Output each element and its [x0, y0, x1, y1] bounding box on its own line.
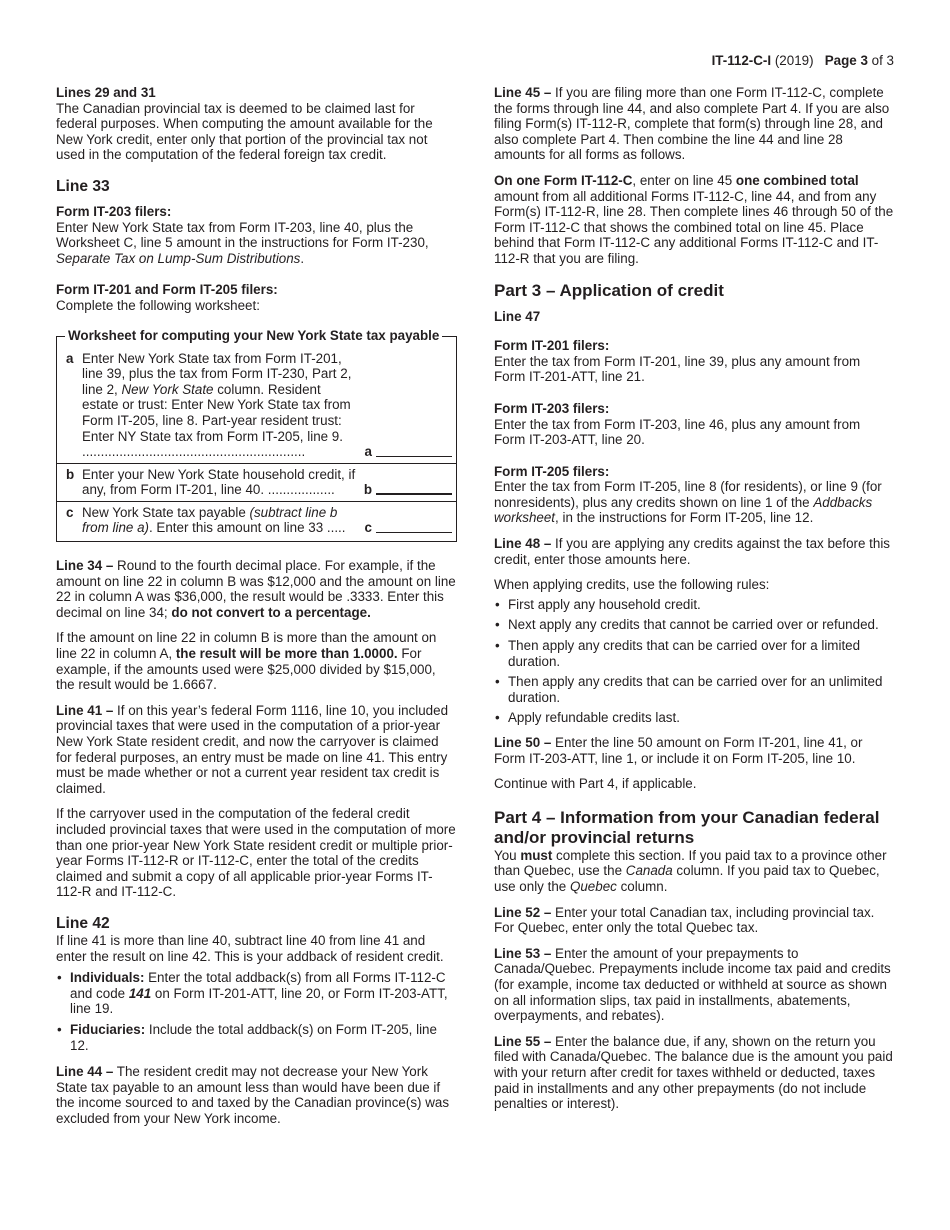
- line-b-letter: b: [66, 466, 75, 482]
- part-4-heading: Part 4 – Information from your Canadian federal and/or provincial returns: [494, 807, 880, 847]
- rule-item: • First apply any household credit.: [494, 597, 894, 613]
- r-it205-heading: Form IT-205 filers:: [494, 463, 610, 479]
- rule-item: • Then apply any credits that can be carried over for an unlimited duration.: [494, 674, 894, 705]
- individuals-bullet: • Individuals: Enter the total addback(s) from all Forms IT-112-C and code 141 on Form IT-201-ATT, line 20, or Form IT-203-ATT, line 19.: [56, 970, 456, 1017]
- rule-item: • Apply refundable credits last.: [494, 710, 894, 726]
- line-41-carryover-text: If the carryover used in the computation of the federal credit included provincial taxes that were used in the computation of more than one prior-year New York State resident credit or multiple prior-year Forms IT-112-R or IT-112-C, enter the total of the credits claimed and submit a copy of all applicable prior-year Forms IT-112-R and IT-112-C.: [56, 806, 456, 900]
- worksheet-line-a: [57, 351, 456, 460]
- r-it201-text: Enter the tax from Form IT-201, line 39, plus any amount from Form IT-201-ATT, line 21.: [494, 353, 861, 385]
- form-it201-205-text: Complete the following worksheet:: [56, 297, 260, 313]
- lines-29-31-text: The Canadian provincial tax is deemed to be claimed last for federal purposes. When computing the amount available for the New York credit, enter only that portion of the provincial tax not used in the computation of the federal foreign tax credit.: [56, 100, 433, 163]
- form-it203-text: Enter New York State tax from Form IT-203, line 40, plus the Worksheet C, line 5 amount in the instructions for Form IT-230, Separate Tax on Lump-Sum Distributions.: [56, 219, 429, 266]
- line-a-text: Enter New York State tax from Form IT-201, line 39, plus the tax from Form IT-230, Part 2, line 2, New York State column. Resident estate or trust: Enter New York State tax from Form IT-205, line 8. Part-year resident trust: Enter NY State tax from Form IT-205, line 9. ............................................................: [82, 350, 352, 460]
- line-47-heading: Line 47: [494, 308, 541, 324]
- line-41-text: Line 41 – If on this year’s federal Form 1116, line 10, you included provincial taxes that were used in the computation of a prior-year New York State resident credit, and now the carryover is claimed for federal purposes, an entry must be made on line 41. This entry must be made whether or not a current year resident tax credit is claimed.: [56, 702, 449, 796]
- page-header: [712, 53, 894, 69]
- line-52-text: Line 52 – Enter your total Canadian tax, including provincial tax. For Quebec, enter only the total Quebec tax.: [494, 904, 875, 936]
- line-45-combined-text: On one Form IT-112-C, enter on line 45 one combined total amount from all additional Forms IT-112-C, line 44, and from any Form(s) IT-112-R, line 28. Then complete lines 46 through 50 of the Form IT-112-C that shows the combined total on line 45. Place behind that Form IT-112-C any additional Forms IT-112-C and IT-112-R that you are filing.: [494, 172, 894, 266]
- left-column: [56, 85, 456, 1126]
- tax-payable-worksheet: [56, 327, 457, 543]
- part-4-text: You must complete this section. If you paid tax to a province other than Quebec, use the Canada column. If you paid tax to Quebec, use only the Quebec column.: [494, 847, 887, 894]
- lines-29-31-heading: Lines 29 and 31: [56, 85, 156, 100]
- r-it203-text: Enter the tax from Form IT-203, line 46, plus any amount from Form IT-203-ATT, line 20.: [494, 416, 861, 448]
- line-c-text: New York State tax payable (subtract line b from line a). Enter this amount on line 33 .....: [82, 504, 346, 536]
- line-b-text: Enter your New York State household credit, if any, from Form IT-201, line 40. ..................: [82, 466, 356, 498]
- worksheet-line-b: [57, 467, 456, 498]
- form-it201-205-heading: Form IT-201 and Form IT-205 filers:: [56, 282, 278, 298]
- line-45-text: Line 45 – If you are filing more than one Form IT-112-C, complete the forms through line 44, and also complete Part 4. If you are also filing Form(s) IT-112-R, complete that form(s) through line 28, and also complete Part 4. Then combine the line 44 and line 28 amounts for all forms as follows.: [494, 85, 890, 163]
- page-total: of 3: [871, 53, 894, 68]
- line-55-text: Line 55 – Enter the balance due, if any, shown on the return you filed with Canada/Quebec. The balance due is the amount you paid with your return after credit for taxes withheld or deducted, taxes paid in installments and any other prepayments (do not include penalties or interest).: [494, 1033, 893, 1112]
- r-it201-heading: Form IT-201 filers:: [494, 338, 610, 354]
- line-c-label: c: [364, 520, 372, 536]
- rule-item: • Then apply any credits that can be carried over for a limited duration.: [494, 638, 894, 669]
- form-year: (2019): [774, 53, 814, 68]
- r-it203-heading: Form IT-203 filers:: [494, 400, 610, 416]
- part-3-heading: Part 3 – Application of credit: [494, 280, 724, 300]
- continue-text: Continue with Part 4, if applicable.: [494, 776, 697, 792]
- line-b-label: b: [363, 482, 372, 498]
- line-c-letter: c: [66, 504, 74, 520]
- line-44-text: Line 44 – The resident credit may not decrease your New York State tax payable to an amount less than would have been due if the income sourced to and taxed by the Canadian province(s) was excluded from your New York income.: [56, 1064, 450, 1126]
- line-a-entry-field[interactable]: [376, 456, 452, 457]
- line-34-text: Line 34 – Round to the fourth decimal place. For example, if the amount on line 22 in column B was $12,000 and the amount on line 22 in column A was $36,000, the result would be .3333. Enter this decimal on line 34; do not convert to a percentage.: [56, 558, 456, 620]
- line-a-label: a: [364, 444, 372, 460]
- r-it205-text: Enter the tax from Form IT-205, line 8 (for residents), or line 9 (for nonresidents), plus any credits shown on line 1 of the Addbacks worksheet, in the instructions for Form IT-205, line 12.: [494, 479, 882, 526]
- right-column: [494, 85, 894, 1112]
- line-42-heading: Line 42: [56, 914, 110, 932]
- line-c-entry-field[interactable]: [376, 532, 452, 533]
- form-number: IT-112-C-I: [711, 53, 772, 68]
- rule-item: • Next apply any credits that cannot be carried over or refunded.: [494, 617, 894, 633]
- worksheet-title: Worksheet for computing your New York State tax payable: [65, 328, 442, 344]
- form-it203-heading: Form IT-203 filers:: [56, 203, 172, 219]
- rules-list: [494, 597, 894, 726]
- line-48-text: Line 48 – If you are applying any credits against the tax before this credit, enter those amounts here.: [494, 536, 890, 567]
- line-a-letter: a: [66, 350, 74, 366]
- line-34-example-text: If the amount on line 22 in column B is more than the amount on line 22 in column A, the result will be more than 1.0000. For example, if the amounts used were $25,000 divided by $15,000, the result would be 1.6667.: [56, 630, 437, 693]
- line-42-text: If line 41 is more than line 40, subtract line 40 from line 41 and enter the result on line 42. This is your addback of resident credit.: [56, 932, 444, 964]
- line-50-text: Line 50 – Enter the line 50 amount on Form IT-201, line 41, or Form IT-203-ATT, line 1, or include it on Form IT-205, line 10.: [494, 735, 863, 766]
- worksheet-line-c: [57, 505, 456, 536]
- line-33-heading: Line 33: [56, 177, 110, 195]
- line-42-bullets: [56, 970, 456, 1053]
- line-b-entry-field[interactable]: [376, 493, 452, 495]
- line-53-text: Line 53 – Enter the amount of your prepayments to Canada/Quebec. Prepayments include income tax paid and credits (for example, income tax deducted or withheld at source as shown on all information slips, tax paid in installments, abatements, overpayments, and rebates).: [494, 945, 891, 1024]
- rules-intro: When applying credits, use the following rules:: [494, 577, 770, 593]
- fiduciaries-bullet: • Fiduciaries: Include the total addback(s) on Form IT-205, line 12.: [56, 1022, 456, 1053]
- page-number: Page 3: [824, 53, 868, 68]
